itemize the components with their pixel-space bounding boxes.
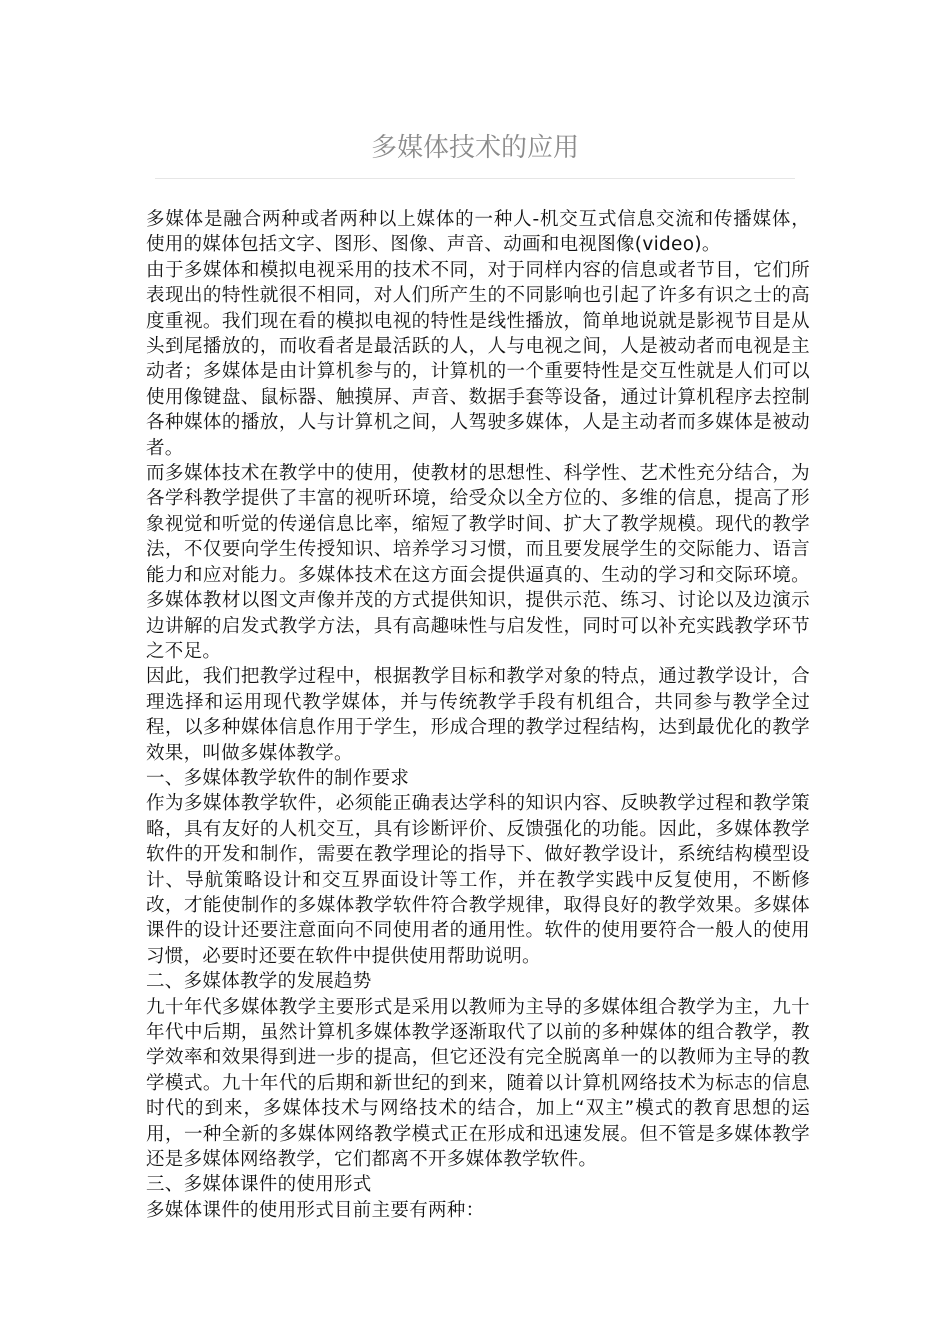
paragraph-definition: 因此，我们把教学过程中，根据教学目标和教学对象的特点，通过教学设计，合理选择和运用现代教学媒体，并与传统教学手段有机组合，共同参与教学全过程，以多种媒体信息作用于学生，形成合理的教学过程结构，达到最优化的教学效果，叫做多媒体教学。 — [146, 666, 810, 764]
paragraph-intro: 多媒体是融合两种或者两种以上媒体的一种人-机交互式信息交流和传播媒体，使用的媒体包括文字、图形、图像、声音、动画和电视图像(video)。 — [146, 209, 810, 256]
section-heading-3: 三、多媒体课件的使用形式 — [146, 1174, 372, 1196]
paragraph-usage-forms: 多媒体课件的使用形式目前主要有两种： — [146, 1199, 485, 1221]
title-divider — [155, 178, 795, 179]
document-body — [146, 207, 810, 1223]
paragraph-software-requirements: 作为多媒体教学软件，必须能正确表达学科的知识内容、反映教学过程和教学策略，具有友好的人机交互，具有诊断评价、反馈强化的功能。因此，多媒体教学软件的开发和制作，需要在教学理论的指导下、做好教学设计，系统结构模型设计、导航策略设计和交互界面设计等工作，并在教学实践中反复使用，不断修改，才能使制作的多媒体教学软件符合教学规律，取得良好的教学效果。多媒体课件的设计还要注意面向不同使用者的通用性。软件的使用要符合一般人的使用习惯，必要时还要在软件中提供使用帮助说明。 — [146, 793, 810, 967]
paragraph-development-trend: 九十年代多媒体教学主要形式是采用以教师为主导的多媒体组合教学为主，九十年代中后期，虽然计算机多媒体教学逐渐取代了以前的多种媒体的组合教学，教学效率和效果得到进一步的提高，但它还没有完全脱离单一的以教师为主导的教学模式。九十年代的后期和新世纪的到来，随着以计算机网络技术为标志的信息时代的到来，多媒体技术与网络技术的结合，加上“双主”模式的教育思想的运用，一种全新的多媒体网络教学模式正在形成和迅速发展。但不管是多媒体教学还是多媒体网络教学，它们都离不开多媒体教学软件。 — [146, 996, 810, 1171]
paragraph-teaching-use: 而多媒体技术在教学中的使用，使教材的思想性、科学性、艺术性充分结合，为各学科教学提供了丰富的视听环境，给受众以全方位的、多维的信息，提高了形象视觉和听觉的传递信息比率，缩短了教学时间、扩大了教学规模。现代的教学法，不仅要向学生传授知识、培养学习习惯，而且要发展学生的交际能力、语言能力和应对能力。多媒体技术在这方面会提供逼真的、生动的学习和交际环境。多媒体教材以图文声像并茂的方式提供知识，提供示范、练习、讨论以及边演示边讲解的启发式教学方法，具有高趣味性与启发性，同时可以补充实践教学环节之不足。 — [146, 463, 810, 662]
section-heading-2: 二、多媒体教学的发展趋势 — [146, 971, 372, 993]
section-heading-1: 一、多媒体教学软件的制作要求 — [146, 767, 410, 789]
document-title: 多媒体技术的应用 — [370, 133, 579, 163]
paragraph-tv-vs-multimedia: 由于多媒体和模拟电视采用的技术不同，对于同样内容的信息或者节目，它们所表现出的特性就很不相同，对人们所产生的不同影响也引起了许多有识之士的高度重视。我们现在看的模拟电视的特性是线性播放，简单地说就是影视节目是从头到尾播放的，而收看者是最活跃的人，人与电视之间，人是被动者而电视是主动者；多媒体是由计算机参与的，计算机的一个重要特性是交互性就是人们可以使用像键盘、鼠标器、触摸屏、声音、数据手套等设备，通过计算机程序去控制各种媒体的播放，人与计算机之间，人驾驶多媒体，人是主动者而多媒体是被动者。 — [146, 259, 810, 459]
